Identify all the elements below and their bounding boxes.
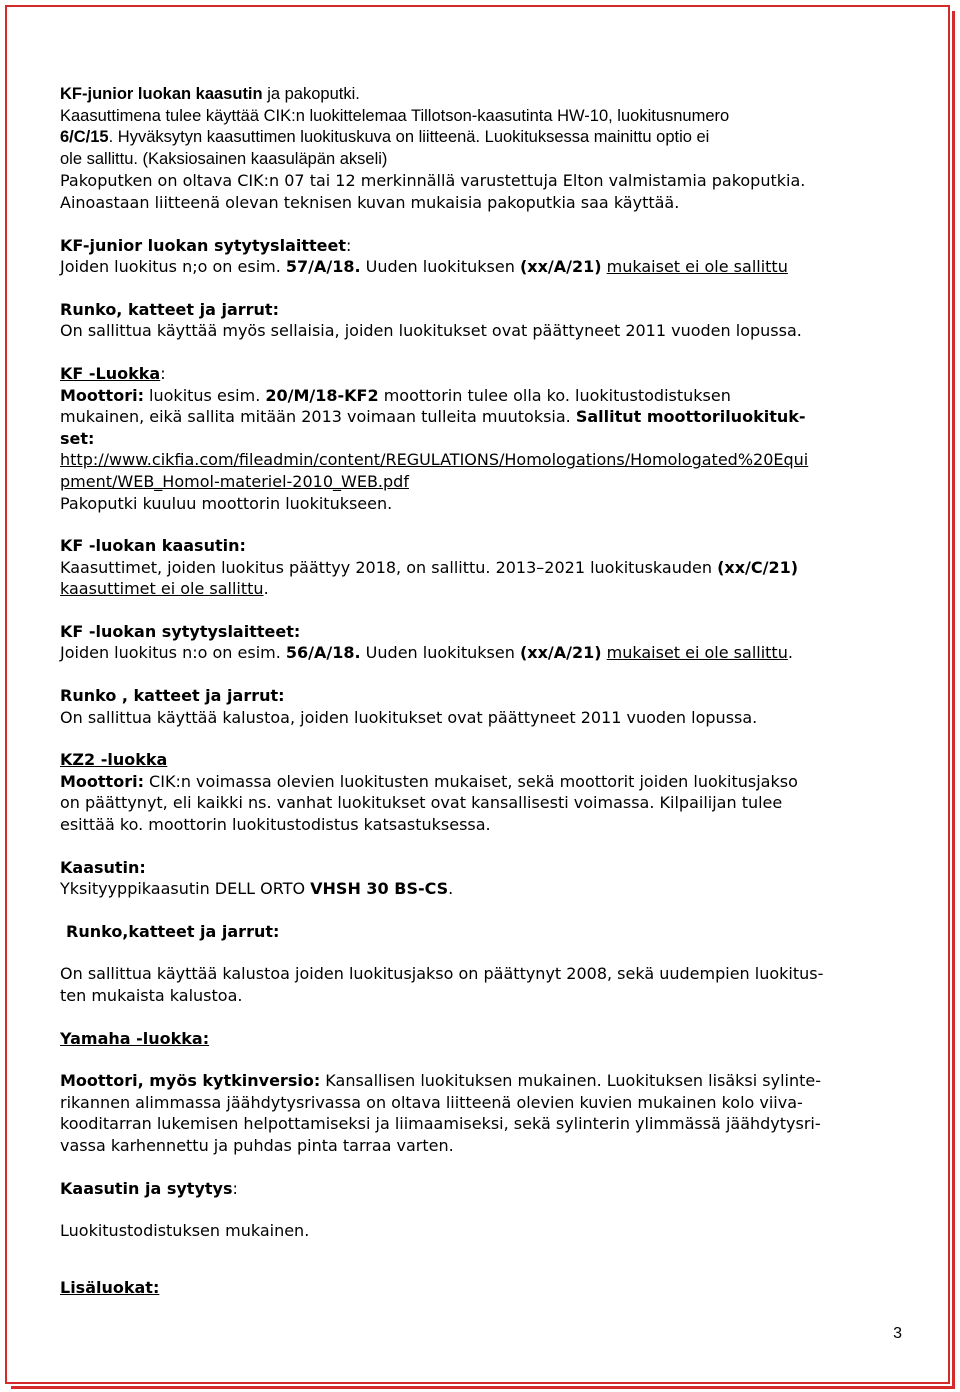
section-kf-junior-carb: KF-junior luokan kaasutin ja pakoputki. Kaasuttimena tulee käyttää CIK:n luokittelemaa Tillotson-kaasutinta HW-10, luokitusnumero 6/C/15. Hyväksytyn kaasuttimen luokituskuva on liitteenä. Luokituksessa mainittu optio ei ole sallittu. (Kaksiosainen kaasuläpän akseli) Pakoputken on oltava CIK:n 07 tai 12 merkinnällä varustettuja Elton valmistamia pakoputkia. Ainoastaan liitteenä olevan teknisen kuvan mukaisia pakoputkia saa käyttää. xyxy=(60,85,806,212)
kz2-carb-label: Kaasutin: xyxy=(60,857,146,877)
section-kz2: KZ2 -luokka Moottori: CIK:n voimassa olevien luokitusten mukaiset, sekä moottorit joiden luokitusjakso on päättynyt, eli kaikki ns. vanhat luokitukset ovat kansallisesti voimassa. Kilpailijan tulee esittää ko. moottorin luokitustodistus katsastuksessa. Kaasutin: Yksityyppikaasutin DELL ORTO VHSH 30 BS-CS. Runko,katteet ja jarrut: On sallittua käyttää kalustoa joiden luokitusjakso on päättynyt 2008, sekä uudempien luokitus- ten mukaista kalustoa. xyxy=(60,750,824,1005)
extra-classes-heading: Lisäluokat: xyxy=(60,1277,160,1297)
kf-junior-chassis-heading: Runko, katteet ja jarrut: xyxy=(60,299,279,319)
section-kf-class: KF -Luokka: Moottori: luokitus esim. 20/M/18-KF2 moottorin tulee olla ko. luokitustodistuksen mukainen, eikä sallita mitään 2013 voimaan tulleita muutoksia. Sallitut moottoriluokituk- set: http://www.cikfia.com/fileadmin/content/REGULATIONS/Homologations/Homologated%20Equi pment/WEB_Homol-materiel-2010_WEB.pdf Pakoputki kuuluu moottorin luokitukseen. xyxy=(60,363,809,513)
kz2-heading: KZ2 -luokka xyxy=(60,750,168,770)
kf-junior-ignition-heading: KF-junior luokan sytytyslaitteet xyxy=(60,235,346,255)
document-body xyxy=(60,84,905,1298)
kf-class-heading: KF -Luokka xyxy=(60,363,161,383)
kf-ignition-heading: KF -luokan sytytyslaitteet: xyxy=(60,621,301,641)
homologation-link[interactable]: http://www.cikfia.com/fileadmin/content/REGULATIONS/Homologations/Homologated%20Equi pment/WEB_Homol-materiel-2010_WEB.pdf xyxy=(60,450,809,491)
yamaha-heading: Yamaha -luokka: xyxy=(60,1028,210,1048)
section-kf-carb: KF -luokan kaasutin: Kaasuttimet, joiden luokitus päättyy 2018, on sallittu. 2013–2021 luokituskauden (xx/C/21) kaasuttimet ei ole sallittu. xyxy=(60,536,799,599)
kz2-chassis-heading: Runko,katteet ja jarrut: xyxy=(66,921,280,941)
section-kf-ignition: KF -luokan sytytyslaitteet: Joiden luokitus n:o on esim. 56/A/18. Uuden luokituksen (xx/A/21) mukaiset ei ole sallittu. xyxy=(60,621,793,663)
section-kf-junior-ignition: KF-junior luokan sytytyslaitteet: Joiden luokitus n;o on esim. 57/A/18. Uuden luokituksen (xx/A/21) mukaiset ei ole sallittu xyxy=(60,235,788,277)
section-kf-junior-chassis: Runko, katteet ja jarrut: On sallittua käyttää myös sellaisia, joiden luokitukset ovat päättyneet 2011 vuoden lopussa. xyxy=(60,299,802,341)
kf-carb-heading: KF -luokan kaasutin: xyxy=(60,536,246,556)
section-extra-classes xyxy=(60,1277,905,1299)
section-kf-chassis: Runko , katteet ja jarrut: On sallittua käyttää kalustoa, joiden luokitukset ovat päättyneet 2011 vuoden lopussa. xyxy=(60,686,758,727)
page-number: 3 xyxy=(893,1325,902,1342)
yamaha-carb-heading: Kaasutin ja sytytys xyxy=(60,1178,233,1198)
kf-junior-carb-heading: KF-junior luokan kaasutin xyxy=(60,85,263,103)
kf-chassis-heading: Runko , katteet ja jarrut: xyxy=(60,686,285,706)
section-yamaha: Yamaha -luokka: Moottori, myös kytkinversio: Kansallisen luokituksen mukainen. Luokituksen lisäksi sylinte- rikannen alimmassa jäähdytysrivassa on oltava liitteenä olevien kuvien mukainen kolo viiva- kooditarran lukemisen helpottamiseksi ja liimaamiseksi, sekä sylinterin ylimmässä jäähdytysri- vassa karhennettu ja puhdas pinta tarraa varten. Kaasutin ja sytytys: Luokitustodistuksen mukainen. xyxy=(60,1028,822,1241)
